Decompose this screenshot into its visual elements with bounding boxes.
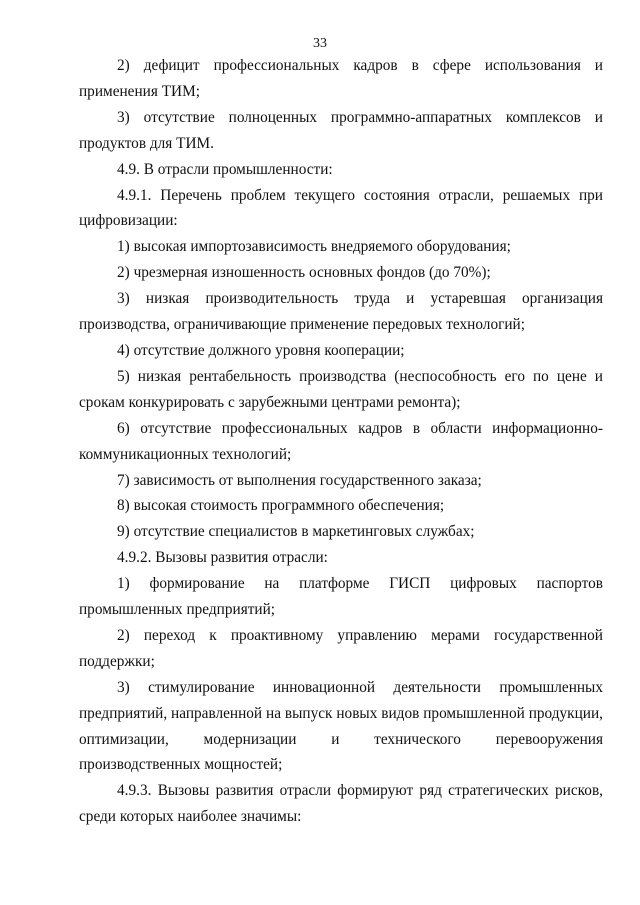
- list-item-cooperation: 4) отсутствие должного уровня кооперации;: [117, 341, 405, 359]
- paragraph-tim-hardware-lack: 3) отсутствие полноценных программно-аппаратных комплексов и продуктов для ТИМ.: [79, 108, 603, 152]
- list-item-worn-assets: 2) чрезмерная изношенность основных фондов (до 70%);: [117, 264, 491, 282]
- list-item-proactive-support: 2) переход к проактивному управлению мерами государственной поддержки;: [79, 626, 603, 670]
- section-heading-industry: 4.9. В отрасли промышленности:: [117, 160, 333, 178]
- list-item-innovation: 3) стимулирование инновационной деятельности промышленных предприятий, направленной на выпуск новых видов промышленной продукции, оптимизации, модернизации и технического перевооружения производственных мощностей;: [79, 678, 603, 774]
- subsection-heading-risks: 4.9.3. Вызовы развития отрасли формируют ряд стратегических рисков, среди которых наиболее значимы:: [79, 782, 603, 826]
- list-item-marketing-specialists: 9) отсутствие специалистов в маркетинговых службах;: [117, 523, 475, 541]
- subsection-heading-problems: 4.9.1. Перечень проблем текущего состояния отрасли, решаемых при цифровизации:: [79, 186, 603, 230]
- list-item-ict-staff: 6) отсутствие профессиональных кадров в области информационно-коммуникационных технологий;: [79, 419, 603, 463]
- list-item-state-order: 7) зависимость от выполнения государственного заказа;: [117, 471, 482, 489]
- list-item-digital-passports: 1) формирование на платформе ГИСП цифровых паспортов промышленных предприятий;: [79, 575, 603, 619]
- list-item-low-productivity: 3) низкая производительность труда и устаревшая организация производства, ограничивающие применение передовых технологий;: [79, 290, 603, 334]
- document-body: [79, 53, 603, 830]
- subsection-heading-challenges: 4.9.2. Вызовы развития отрасли:: [117, 549, 328, 567]
- paragraph-tim-staff-shortage: 2) дефицит профессиональных кадров в сфере использования и применения ТИМ;: [79, 57, 603, 100]
- list-item-software-cost: 8) высокая стоимость программного обеспечения;: [117, 497, 445, 515]
- page-number: 33: [313, 36, 327, 51]
- list-item-import-dependency: 1) высокая импортозависимость внедряемого оборудования;: [117, 238, 511, 256]
- list-item-low-profitability: 5) низкая рентабельность производства (неспособность его по цене и срокам конкурировать с зарубежными центрами ремонта);: [79, 367, 603, 411]
